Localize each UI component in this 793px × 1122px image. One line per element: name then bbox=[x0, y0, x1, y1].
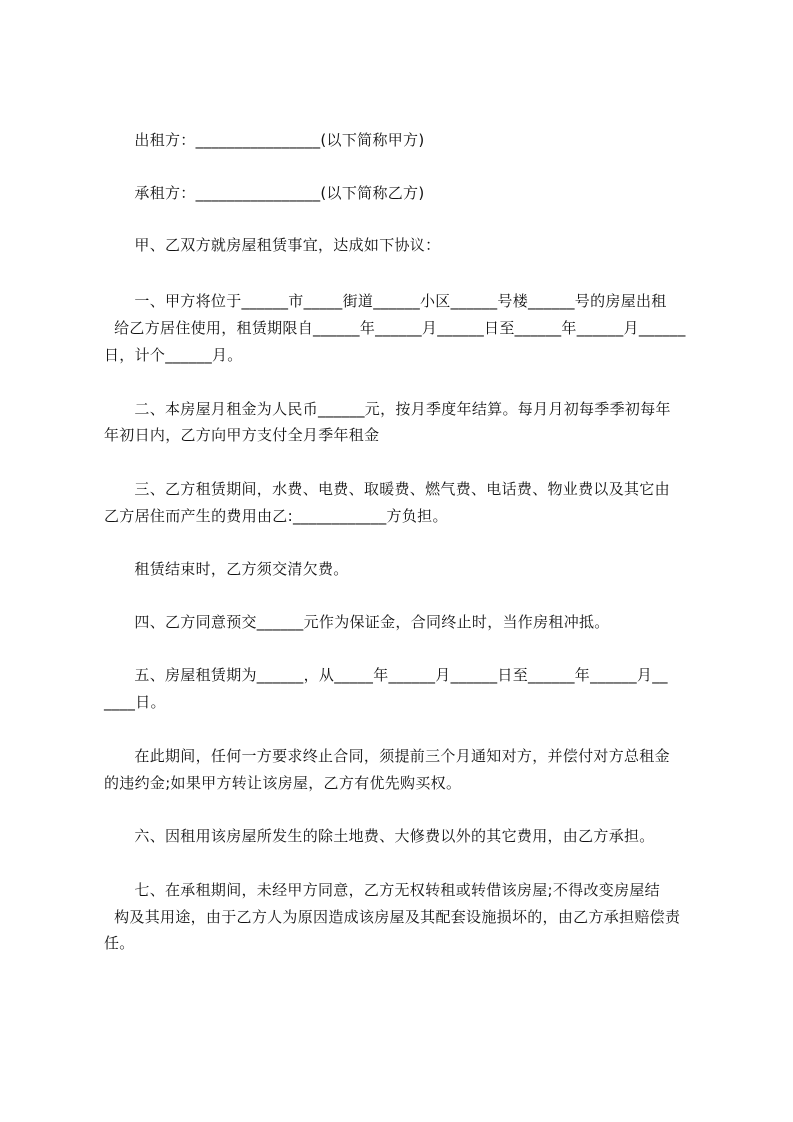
clause-1-line-1: 一、甲方将位于______市_____街道______小区______号楼______号的房屋出租 bbox=[104, 292, 667, 310]
clause-3-line-1: 三、乙方租赁期间，水费、电费、取暖费、燃气费、电话费、物业费以及其它由 bbox=[104, 480, 670, 498]
clause-7-line-3: 任。 bbox=[104, 934, 135, 952]
clause-7-line-2: 构及其用途，由于乙方人为原因造成该房屋及其配套设施损坏的，由乙方承担赔偿责 bbox=[104, 908, 681, 926]
clause-3-line-2: 乙方居住而产生的费用由乙:____________方负担。 bbox=[104, 507, 448, 525]
clause-5-line-1: 五、房屋租赁期为______，从_____年______月______日至______年______月__ bbox=[104, 666, 668, 684]
clause-1-line-3: 日，计个______月。 bbox=[104, 346, 243, 364]
lessor-line: 出租方：________________(以下简称甲方) bbox=[104, 131, 425, 149]
lessee-line: 承租方：________________(以下简称乙方) bbox=[104, 184, 425, 202]
clause-5-line-2: ____日。 bbox=[104, 693, 166, 711]
agreement-intro: 甲、乙双方就房屋租赁事宜，达成如下协议： bbox=[104, 236, 441, 254]
clause-2-line-2: 年初日内，乙方向甲方支付全月季年租金 bbox=[104, 426, 380, 444]
clause-2-line-1: 二、本房屋月租金为人民币______元，按月季度年结算。每月月初每季季初每年 bbox=[104, 400, 671, 418]
clause-7-line-1: 七、在承租期间，未经甲方同意，乙方无权转租或转借该房屋;不得改变房屋结 bbox=[104, 881, 660, 899]
clause-6: 六、因租用该房屋所发生的除土地费、大修费以外的其它费用，由乙方承担。 bbox=[104, 827, 655, 845]
lease-end-note: 租赁结束时，乙方须交清欠费。 bbox=[104, 560, 349, 578]
termination-line-1: 在此期间，任何一方要求终止合同，须提前三个月通知对方，并偿付对方总租金 bbox=[104, 747, 670, 765]
clause-1-line-2: 给乙方居住使用，租赁期限自______年______月______日至______年______月______ bbox=[104, 319, 686, 337]
clause-4: 四、乙方同意预交______元作为保证金，合同终止时，当作房租冲抵。 bbox=[104, 613, 610, 631]
termination-line-2: 的违约金;如果甲方转让该房屋，乙方有优先购买权。 bbox=[104, 774, 462, 792]
